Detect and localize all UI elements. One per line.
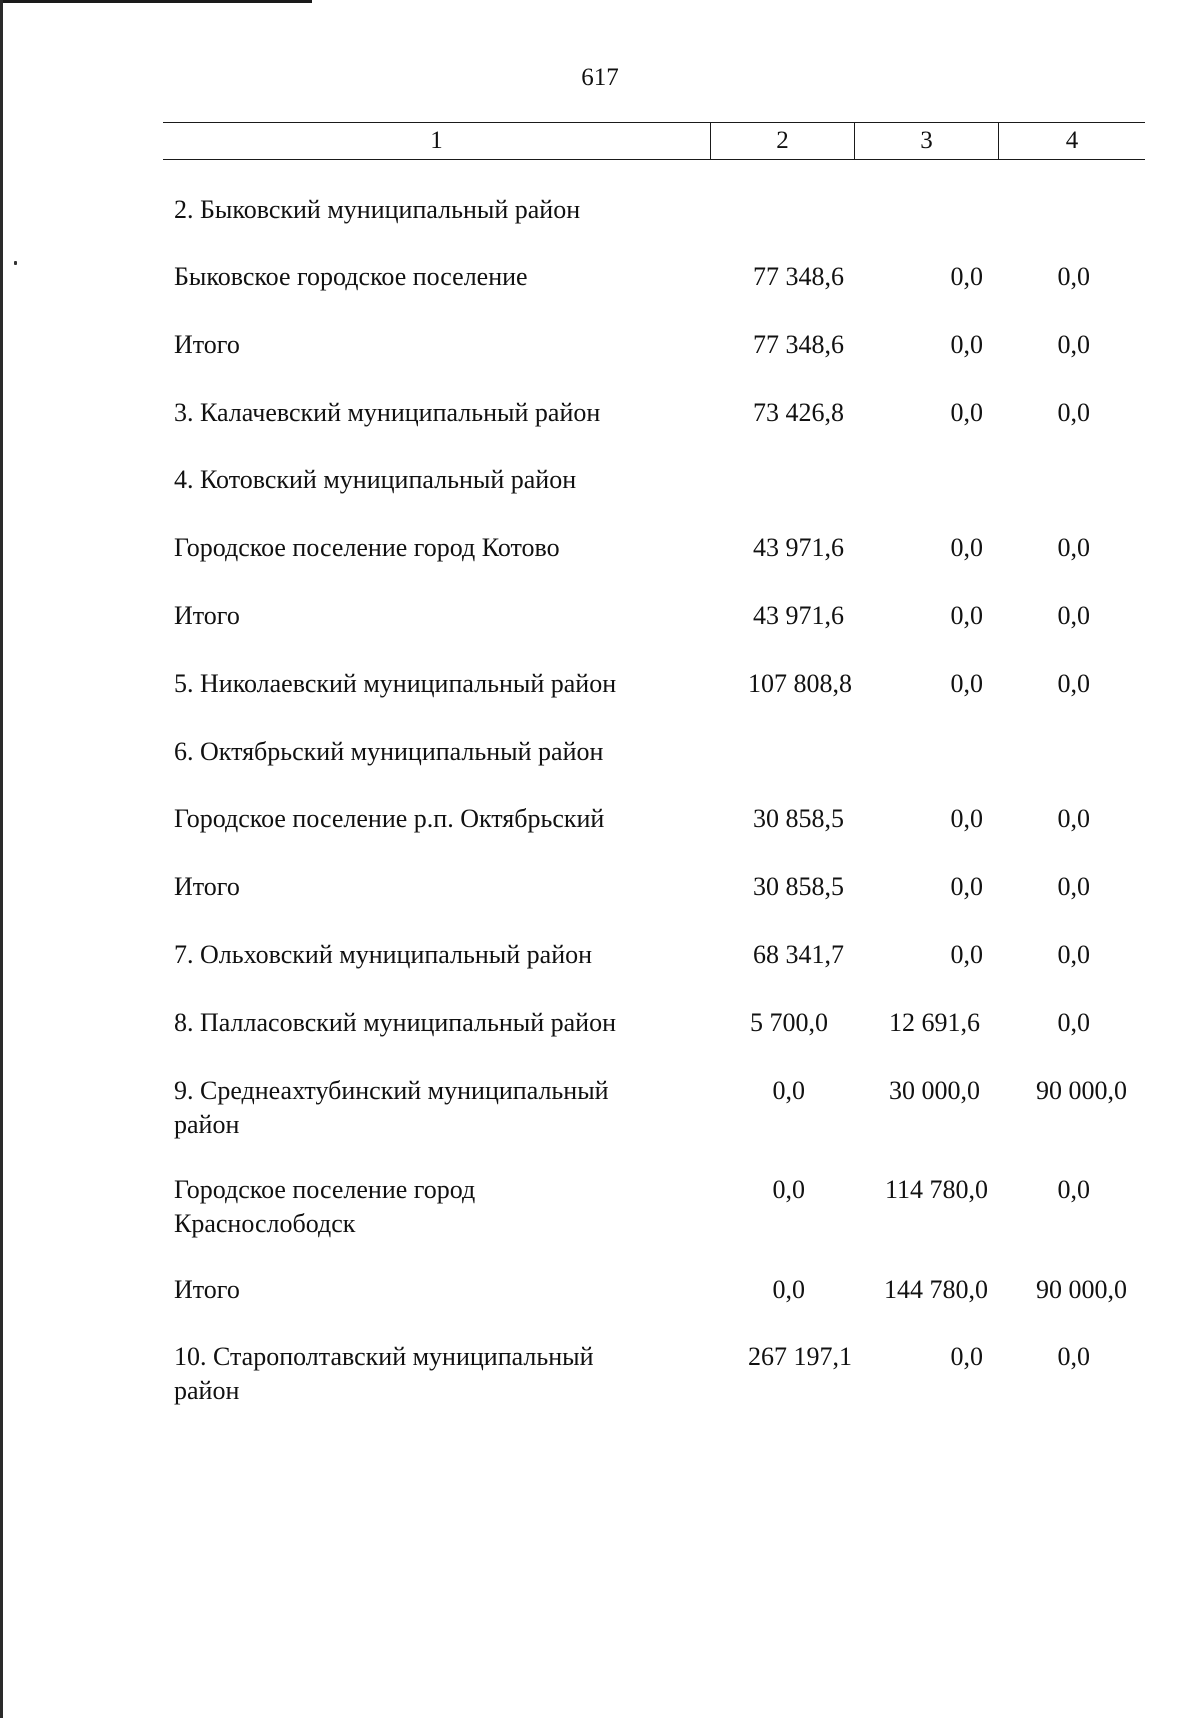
row-value-col3: 0,0 [950, 940, 983, 969]
column-header-4: 4 [1065, 127, 1079, 154]
row-value-col2: 68 341,7 [753, 940, 844, 969]
row-name: Городское поселение р.п. Октябрьский [174, 804, 605, 833]
row-value-col4: 0,0 [1057, 1342, 1090, 1371]
row-name: Итого [174, 1275, 240, 1304]
row-value-col2: 43 971,6 [753, 533, 844, 562]
row-value-col3: 0,0 [950, 262, 983, 291]
row-name: Городское поселение город Котово [174, 533, 560, 562]
row-value-col4: 0,0 [1057, 1008, 1090, 1037]
row-value-col4: 0,0 [1057, 1175, 1090, 1204]
row-name: 5. Николаевский муниципальный район [174, 669, 617, 698]
row-name: Итого [174, 601, 240, 630]
row-value-col3: 0,0 [950, 398, 983, 427]
row-value-col3: 0,0 [950, 669, 983, 698]
row-name: 9. Среднеахтубинский муниципальный район [174, 1076, 609, 1139]
row-value-col4: 0,0 [1057, 533, 1090, 562]
row-name: 2. Быковский муниципальный район [174, 195, 581, 224]
row-value-col3: 0,0 [950, 601, 983, 630]
row-value-col4: 0,0 [1057, 669, 1090, 698]
column-header-3: 3 [855, 123, 999, 159]
row-value-col3: 0,0 [950, 872, 983, 901]
row-value-col4: 0,0 [1057, 872, 1090, 901]
row-name: 4. Котовский муниципальный район [174, 465, 577, 494]
row-name: 8. Палласовский муниципальный район [174, 1008, 616, 1037]
row-value-col2: 107 808,8 [748, 669, 852, 698]
page-number: 617 [581, 64, 619, 91]
row-value-col2: 0,0 [772, 1076, 805, 1105]
column-header-1: 1 [163, 123, 711, 159]
row-value-col4: 0,0 [1057, 601, 1090, 630]
row-value-col3: 30 000,0 [889, 1076, 980, 1105]
row-name: Итого [174, 872, 240, 901]
row-value-col4: 90 000,0 [1036, 1275, 1127, 1304]
row-name: Городское поселение город Краснослободск [174, 1175, 476, 1238]
row-value-col2: 43 971,6 [753, 601, 844, 630]
row-name: 7. Ольховский муниципальный район [174, 940, 593, 969]
row-value-col2: 30 858,5 [753, 872, 844, 901]
row-value-col3: 144 780,0 [884, 1275, 988, 1304]
row-value-col3: 0,0 [950, 533, 983, 562]
row-value-col4: 0,0 [1057, 940, 1090, 969]
row-value-col4: 0,0 [1057, 262, 1090, 291]
row-value-col2: 267 197,1 [748, 1342, 852, 1371]
row-name: Итого [174, 330, 240, 359]
row-name: 6. Октябрьский муниципальный район [174, 737, 604, 766]
row-value-col4: 0,0 [1057, 398, 1090, 427]
row-value-col2: 73 426,8 [753, 398, 844, 427]
row-name: 3. Калачевский муниципальный район [174, 398, 601, 427]
row-value-col2: 30 858,5 [753, 804, 844, 833]
row-value-col2: 0,0 [772, 1175, 805, 1204]
row-value-col2: 77 348,6 [753, 262, 844, 291]
row-value-col2: 0,0 [772, 1275, 805, 1304]
row-value-col2: 5 700,0 [750, 1008, 828, 1037]
row-name: 10. Старополтавский муниципальный район [174, 1342, 594, 1405]
row-value-col2: 77 348,6 [753, 330, 844, 359]
row-value-col4: 90 000,0 [1036, 1076, 1127, 1105]
column-header-2: 2 [711, 123, 855, 159]
row-name: Быковское городское поселение [174, 262, 528, 291]
row-value-col3: 0,0 [950, 804, 983, 833]
row-value-col3: 12 691,6 [889, 1008, 980, 1037]
row-value-col3: 0,0 [950, 1342, 983, 1371]
row-value-col4: 0,0 [1057, 804, 1090, 833]
row-value-col3: 114 780,0 [884, 1175, 988, 1204]
row-value-col3: 0,0 [950, 330, 983, 359]
row-value-col4: 0,0 [1057, 330, 1090, 359]
